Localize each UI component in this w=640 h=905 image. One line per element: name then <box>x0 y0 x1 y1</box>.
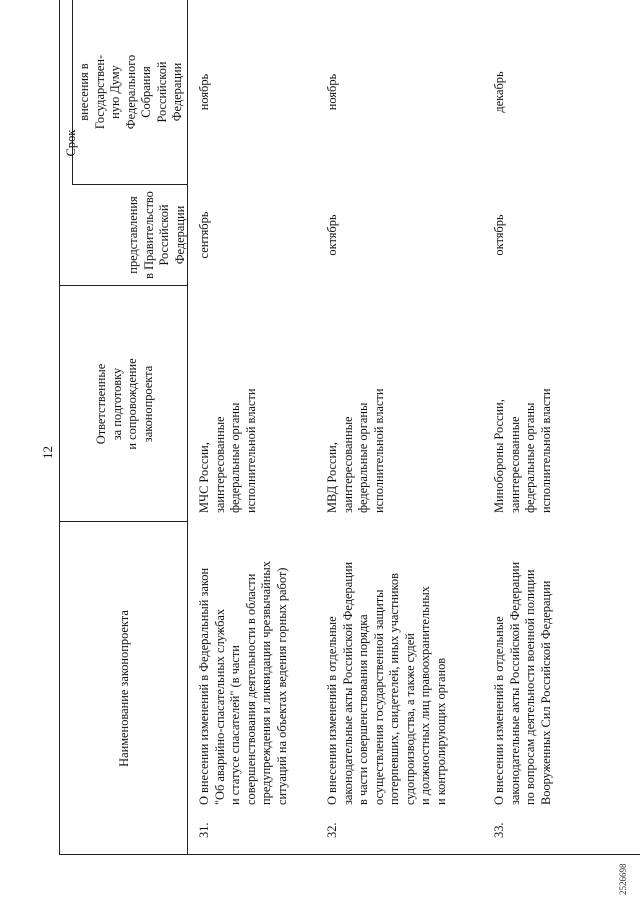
header-govt-line: представления <box>126 196 140 274</box>
header-responsible-line: Ответственные <box>94 363 108 445</box>
header-govt-line: Российской <box>157 204 171 266</box>
row-responsible-line: МЧС России, <box>197 442 211 513</box>
header-deadline: Срок <box>64 129 78 157</box>
row-responsible-line: Минобороны России, <box>492 399 506 513</box>
header-duma-line: внесения в <box>77 63 91 121</box>
row-deadline-duma: ноябрь <box>197 73 211 111</box>
header-duma-line: Собрания <box>139 66 153 118</box>
header-duma-line: Государствен- <box>92 54 107 130</box>
row-name-line: О внесении изменений в отдельные <box>325 616 339 805</box>
row-name-line: законодательные акты Российской Федерации <box>340 561 355 805</box>
row-responsible <box>325 288 387 513</box>
row-responsible <box>492 288 554 513</box>
row-name-line: и должностных лиц правоохранительных <box>418 586 432 805</box>
header-responsible-line: законопроекта <box>140 365 155 443</box>
row-responsible-line: федеральные органы <box>356 402 370 513</box>
row-name-line: по вопросам деятельности военной полиции <box>523 569 537 805</box>
row-name-line: и статусе спасателей" (в части <box>228 645 242 805</box>
row-name-line: ситуаций на объектах ведения горных работ) <box>274 567 289 805</box>
header-name: Наименование законопроекта <box>117 610 131 767</box>
header-govt-line: Федерации <box>172 205 187 265</box>
row-responsible <box>197 288 259 513</box>
row-responsible-line: исполнительной власти <box>538 388 553 513</box>
row-responsible-line: заинтересованные <box>340 416 355 513</box>
row-name-line: предупреждения и ликвидации чрезвычайных <box>259 561 273 805</box>
row-number: 31. <box>197 822 211 838</box>
row-responsible-line: заинтересованные <box>507 416 522 513</box>
header-responsible-line: за подготовку <box>109 367 124 441</box>
row-name-line: "Об аварийно-спасательных службах <box>212 608 227 805</box>
row-responsible-line: исполнительной власти <box>371 388 386 513</box>
row-name-line: О внесении изменений в Федеральный закон <box>197 567 211 805</box>
row-name <box>325 520 449 805</box>
header-duma-line: Российской <box>154 61 169 123</box>
row-deadline-duma: ноябрь <box>325 73 339 111</box>
row-responsible-line: федеральные органы <box>228 402 242 513</box>
row-name-line: О внесении изменений в отдельные <box>492 616 506 805</box>
row-name-line: потерпевших, свидетелей, иных участников <box>387 573 401 805</box>
row-responsible-line: МВД России, <box>325 442 339 513</box>
table-bottom-border <box>187 0 188 855</box>
row-deadline-duma: декабрь <box>492 71 506 113</box>
header-duma-line: Федерального <box>123 54 138 130</box>
row-responsible-line: исполнительной власти <box>243 388 258 513</box>
header-deadline-govt <box>126 185 188 285</box>
header-responsible <box>94 286 156 522</box>
row-name-line: законодательные акты Российской Федерации <box>507 561 522 805</box>
row-name-line: и контролирующих органов <box>433 657 448 805</box>
row-name <box>492 520 554 805</box>
page-number: 12 <box>40 446 55 459</box>
row-responsible-line: федеральные органы <box>523 402 537 513</box>
row-responsible-line: заинтересованные <box>212 416 227 513</box>
row-number: 33. <box>492 822 506 838</box>
row-name-line: в части совершенствования порядка <box>356 614 370 805</box>
header-responsible-line: и сопровождение <box>125 358 139 450</box>
header-deadline-duma <box>77 0 186 184</box>
row-name-line: Вооруженных Сил Российской Федерации <box>538 580 553 805</box>
row-name-line: осуществления государственной защиты <box>371 589 386 805</box>
header-govt-line: в Правительство <box>141 191 156 279</box>
header-duma-line: Федерации <box>170 62 184 122</box>
row-deadline-govt: октябрь <box>325 214 339 256</box>
document-id: 2526698 <box>618 863 628 895</box>
table-top-border <box>59 0 60 855</box>
row-name-line: совершенствования деятельности в области <box>243 573 258 805</box>
row-name <box>197 520 290 805</box>
row-name-line: судопроизводства, а также судей <box>402 633 417 805</box>
row-deadline-govt: октябрь <box>492 214 506 256</box>
row-deadline-govt: сентябрь <box>197 211 211 259</box>
row-number: 32. <box>325 822 339 838</box>
header-duma-line: ную Думу <box>108 65 122 119</box>
table-left-border <box>59 854 640 855</box>
